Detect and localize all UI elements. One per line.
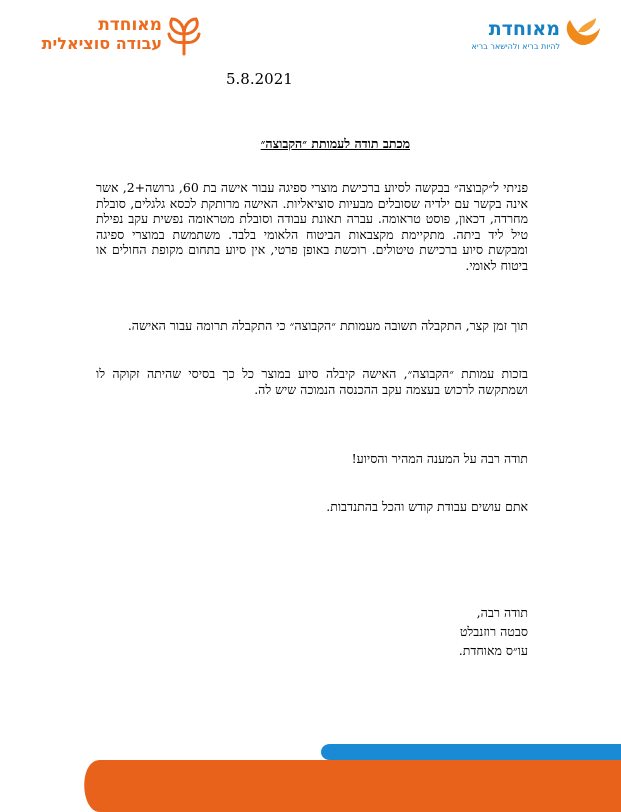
paragraph-praise: אתם עושים עבודת קודש והכל בהתנדבות. [326,499,528,514]
letter-date: 5.8.2021 [226,70,293,88]
paragraph-response: תוך זמן קצר, התקבלה תשובה מעמותת ״הקבוצה״ כי התקבלה תרומה עבור האישה. [127,318,528,333]
left-logo-subtitle: עבודה סוציאלית [41,34,162,53]
footer-blue-stripe [321,744,621,760]
flower-leaf-logo-icon [164,16,204,56]
letter-subject: מכתב תודה לעמותת ״הקבוצה״ [260,136,410,151]
signature-name: סבטה רוזנבלט [459,624,528,639]
signature-closing: תודה רבה, [476,605,528,620]
paragraph-outcome: בזכות עמותת ״הקבוצה״, האישה קיבלה סיוע במוצר כל כך בסיסי שהיתה זקוקה לו ושמתקשה לרכוש בעצמה עקב ההכנסה הנמוכה שיש לה. [96,366,528,397]
signature-block [96,603,528,660]
footer-stripes [0,730,621,812]
right-logo-tagline: להיות בריא ולהישאר בריא [471,42,560,51]
left-logo-brand: מאוחדת [98,15,162,35]
maccabi-logo [456,14,606,58]
signature-role: עו״ס מאוחדת. [458,643,528,658]
social-work-logo [12,12,212,58]
paragraph-request: פניתי ל״קבוצה״ בבקשה לסיוע ברכישת מוצרי ספיגה עבור אישה בת 60, גרושה+2, אשר אינה בקשר עם ילדיה שסובלים מבעיות סוציאליות. האישה מרותקת לכסא גלגלים, סובלת מחרדה, דכאון, פוסט טראומה. עברה תאונת עבודה וסובלת מטראומה נפשית עקב נפילת טיל ליד ביתה. מתקיימת מקצבאות הביטוח הלאומי בלבד. משתמשת במוצרי ספיגה ומבקשת סיוע ברכישת טיטולים. רוכשת באופן פרטי, אין סיוע בתחום מקופת החולים או ביטוח לאומי. [96,180,528,273]
paragraph-thanks: תודה רבה על המענה המהיר והסיוע! [351,451,528,466]
footer-orange-stripe [84,760,621,812]
right-logo-brand: מאוחדת [488,18,560,40]
heart-swoosh-logo-icon [562,14,602,48]
